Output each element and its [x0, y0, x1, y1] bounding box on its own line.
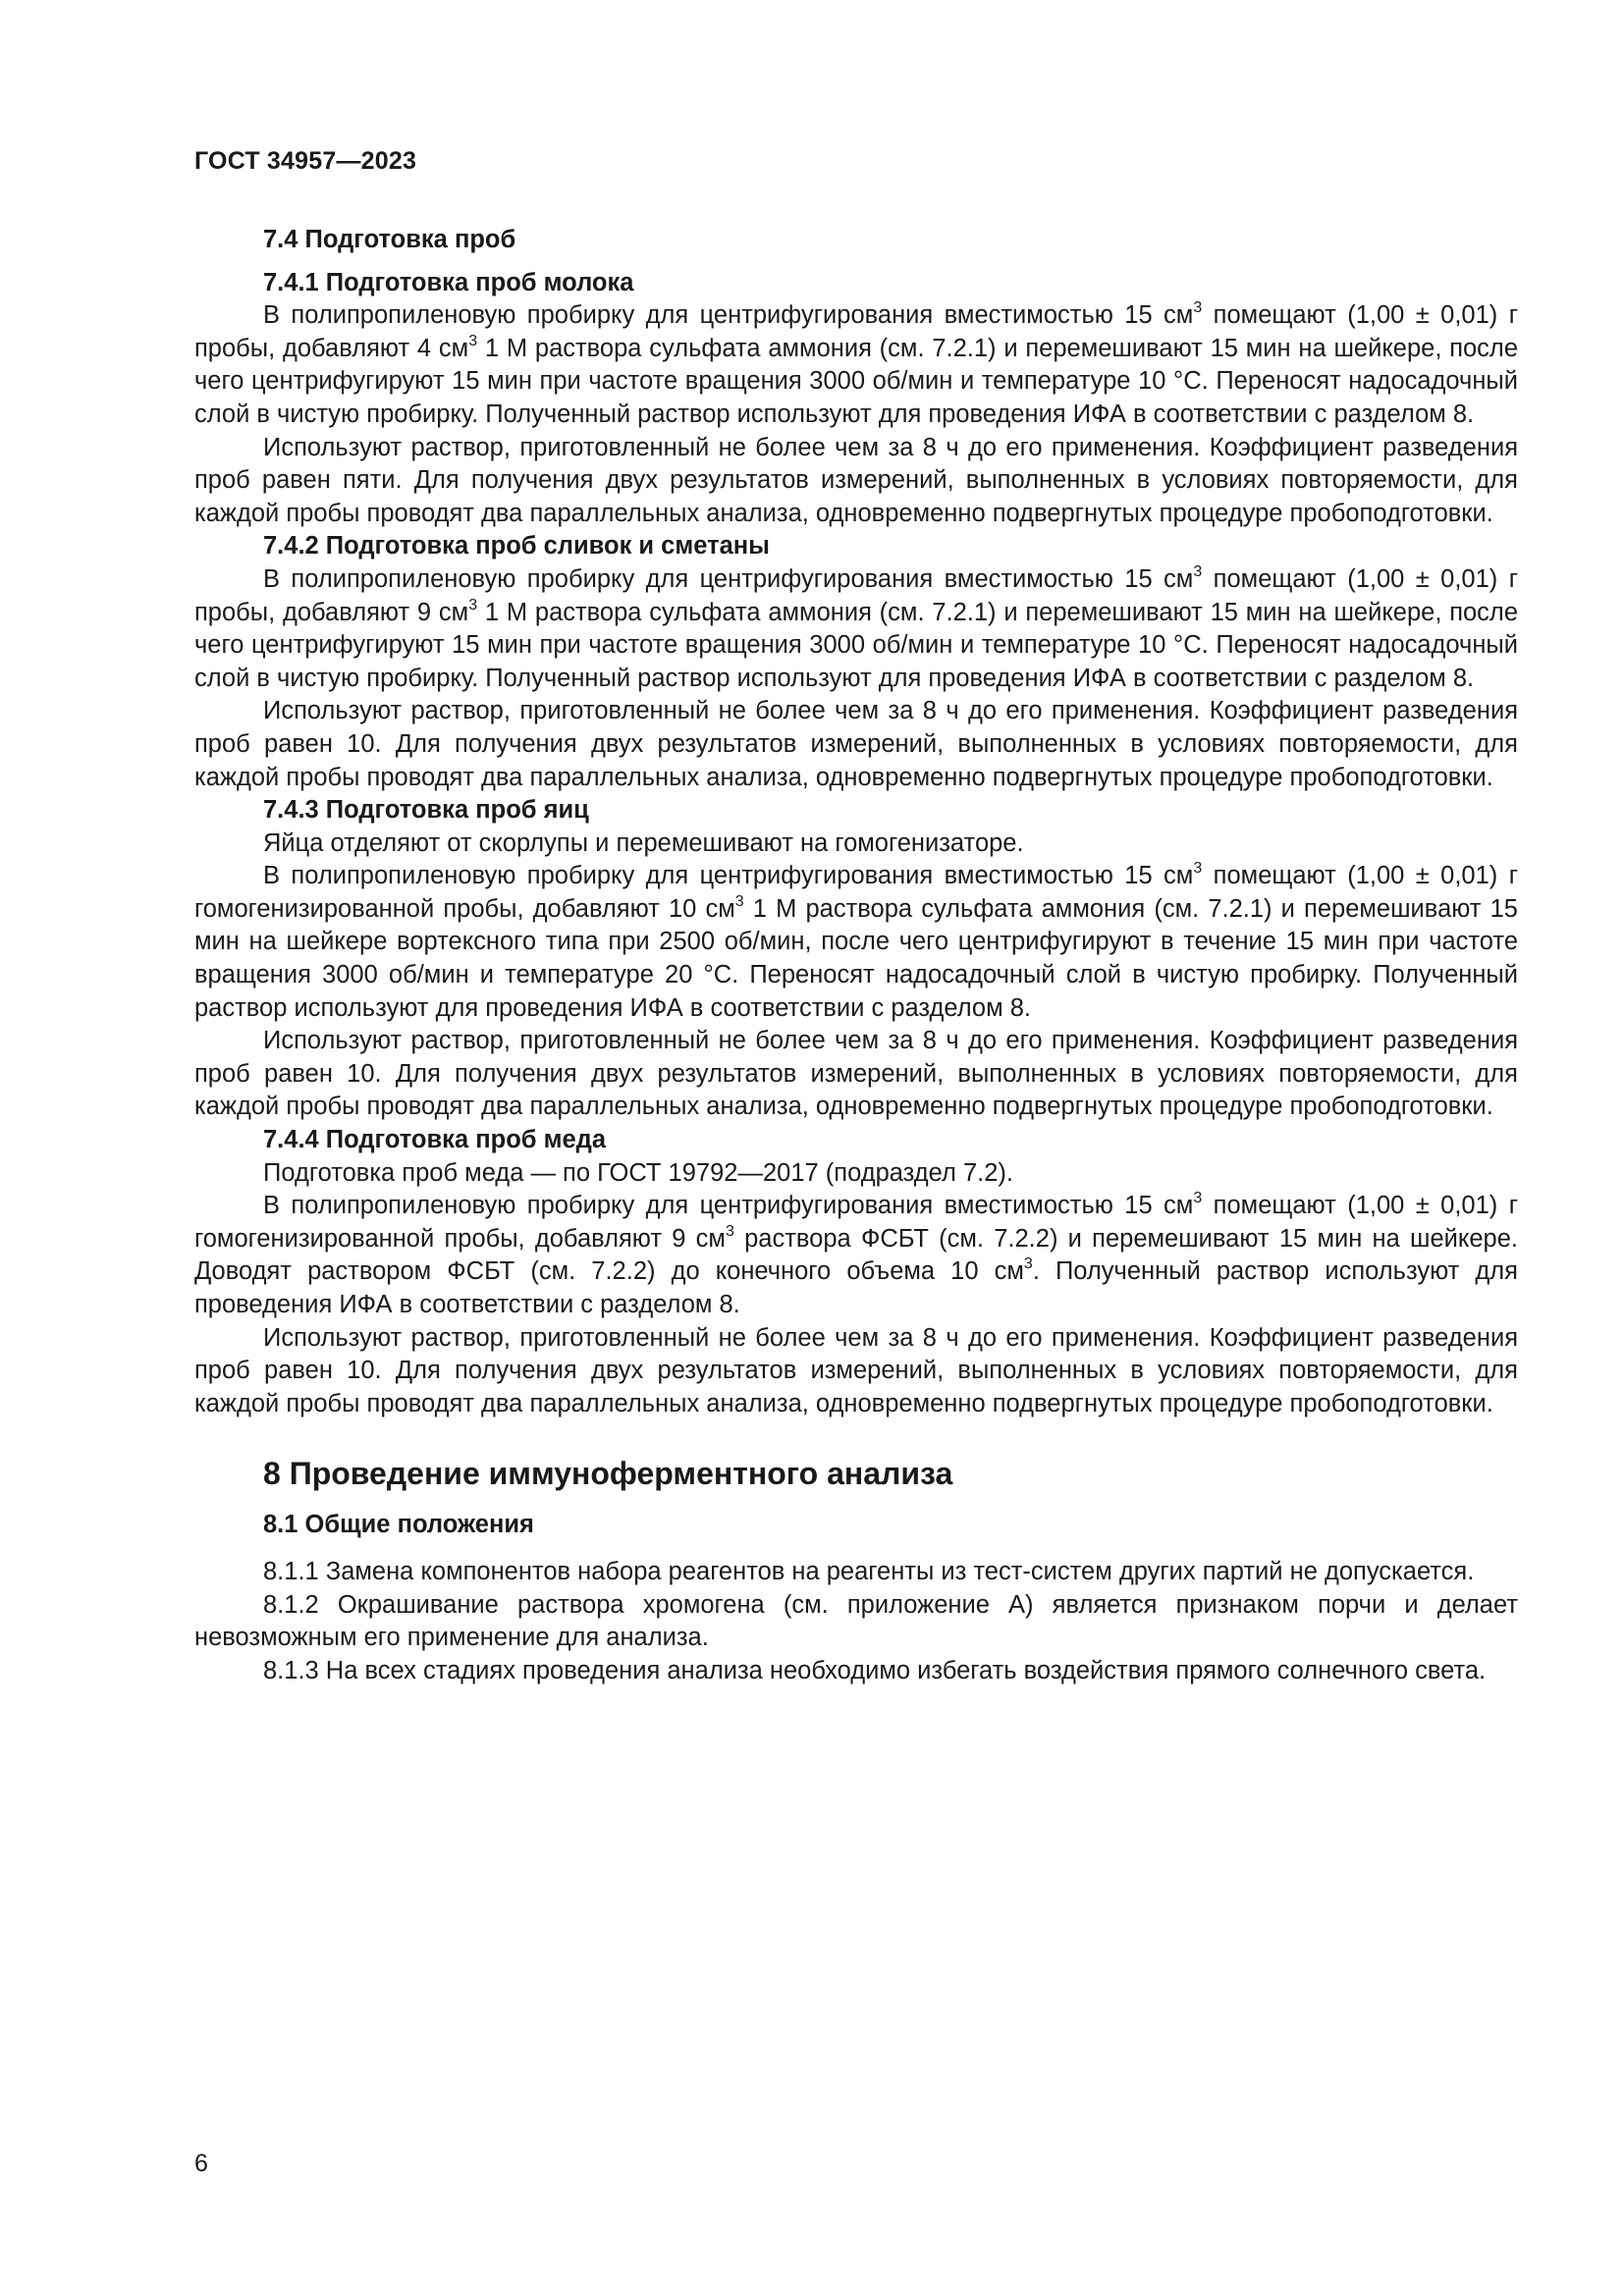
paragraph: В полипропиленовую пробирку для центрифугирования вместимостью 15 $см^3$ помещают (1,00 ± 0,01) г пробы, добавляют 9 $см^3$ 1 М раствора сульфата аммония (см. 7.2.1) и перемешивают 15 мин на шейкере, после чего центрифугируют 15 мин при частоте вращения 3000 об/мин и температуре 10 °С. Переносят надосадочный слой в чистую пробирку. Полученный раствор используют для проведения ИФА в соответствии с разделом 8. [194, 562, 1518, 692]
section-7-4-4-heading: 7.4.4 Подготовка проб меда [263, 1126, 607, 1154]
section-7-4-3-heading: 7.4.3 Подготовка проб яиц [263, 796, 589, 825]
paragraph: Яйца отделяют от скорлупы и перемешивают на гомогенизаторе. [263, 828, 1024, 857]
superscript: 3 [468, 596, 478, 614]
paragraph: Подготовка проб меда — по ГОСТ 19792—2017 (подраздел 7.2). [263, 1158, 1013, 1187]
paragraph: 8.1.2 Окрашивание раствора хромогена (см. приложение А) является признаком порчи и делает невозможным его применение для анализа. [194, 1590, 1518, 1652]
superscript: 3 [734, 892, 744, 910]
superscript: 3 [1193, 299, 1203, 317]
paragraph: Используют раствор, приготовленный не более чем за 8 ч до его применения. Коэффициент разведения проб равен 10. Для получения двух результатов измерений, выполненных в условиях повторяемости, для каждой пробы проводят два параллельных анализа, одновременно подвергнутых процедуре пробоподготовки. [194, 697, 1518, 791]
paragraph: Используют раствор, приготовленный не более чем за 8 ч до его применения. Коэффициент разведения проб равен пяти. Для получения двух результатов измерений, выполненных в условиях повторяемости, для каждой пробы проводят два параллельных анализа, одновременно подвергнутых процедуре пробоподготовки. [194, 433, 1518, 527]
document-header: ГОСТ 34957—2023 [194, 147, 417, 175]
section-7-4-heading: 7.4 Подготовка проб [263, 226, 516, 253]
paragraph: В полипропиленовую пробирку для центрифугирования вместимостью 15 $см^3$ помещают (1,00 ± 0,01) г гомогенизированной пробы, добавляют 9 $см^3$ раствора ФСБТ (см. 7.2.2) и перемешивают 15 мин на шейкере. Доводят раствором ФСБТ (см. 7.2.2) до конечного объема 10 $см^3$. Полученный раствор используют для проведения ИФА в соответствии с разделом 8. [194, 1190, 1518, 1318]
superscript: 3 [468, 332, 478, 349]
paragraph: 8.1.1 Замена компонентов набора реагентов на реагенты из тест-систем других партий не допускается. [263, 1557, 1475, 1585]
paragraph: В полипропиленовую пробирку для центрифугирования вместимостью 15 $см^3$ помещают (1,00 ± 0,01) г гомогенизированной пробы, добавляют 10 $см^3$ 1 М раствора сульфата аммония (см. 7.2.1) и перемешивают 15 мин на шейкере вортексного типа при 2500 об/мин, после чего центрифугируют в течение 15 мин при частоте вращения 3000 об/мин и температуре 20 °С. Переносят надосадочный слой в чистую пробирку. Полученный раствор используют для проведения ИФА в соответствии с разделом 8. [194, 860, 1518, 1022]
paragraph: Используют раствор, приготовленный не более чем за 8 ч до его применения. Коэффициент разведения проб равен 10. Для получения двух результатов измерений, выполненных в условиях повторяемости, для каждой пробы проводят два параллельных анализа, одновременно подвергнутых процедуре пробоподготовки. [194, 1027, 1518, 1121]
superscript: 3 [1193, 562, 1203, 580]
superscript: 3 [1193, 1190, 1203, 1207]
page-number: 6 [194, 2150, 208, 2177]
superscript: 3 [1023, 1255, 1033, 1273]
paragraph: 8.1.3 На всех стадиях проведения анализа необходимо избегать воздействия прямого солнечного света. [263, 1656, 1487, 1684]
superscript: 3 [1193, 860, 1203, 878]
section-8-1-heading: 8.1 Общие положения [263, 1511, 534, 1539]
superscript: 3 [725, 1222, 734, 1240]
document-body [194, 224, 1518, 1687]
section-7-4-1-heading: 7.4.1 Подготовка проб молока [263, 268, 634, 296]
section-8-heading: 8 Проведение иммуноферментного анализа [263, 1456, 953, 1492]
section-7-4-2-heading: 7.4.2 Подготовка проб сливок и сметаны [263, 532, 770, 561]
paragraph: Используют раствор, приготовленный не более чем за 8 ч до его применения. Коэффициент разведения проб равен 10. Для получения двух результатов измерений, выполненных в условиях повторяемости, для каждой пробы проводят два параллельных анализа, одновременно подвергнутых процедуре пробоподготовки. [194, 1323, 1518, 1417]
paragraph: В полипропиленовую пробирку для центрифугирования вместимостью 15 $см^3$ помещают (1,00 ± 0,01) г пробы, добавляют 4 $см^3$ 1 М раствора сульфата аммония (см. 7.2.1) и перемешивают 15 мин на шейкере, после чего центрифугируют 15 мин при частоте вращения 3000 об/мин и температуре 10 °С. Переносят надосадочный слой в чистую пробирку. Полученный раствор используют для проведения ИФА в соответствии с разделом 8. [194, 299, 1518, 428]
